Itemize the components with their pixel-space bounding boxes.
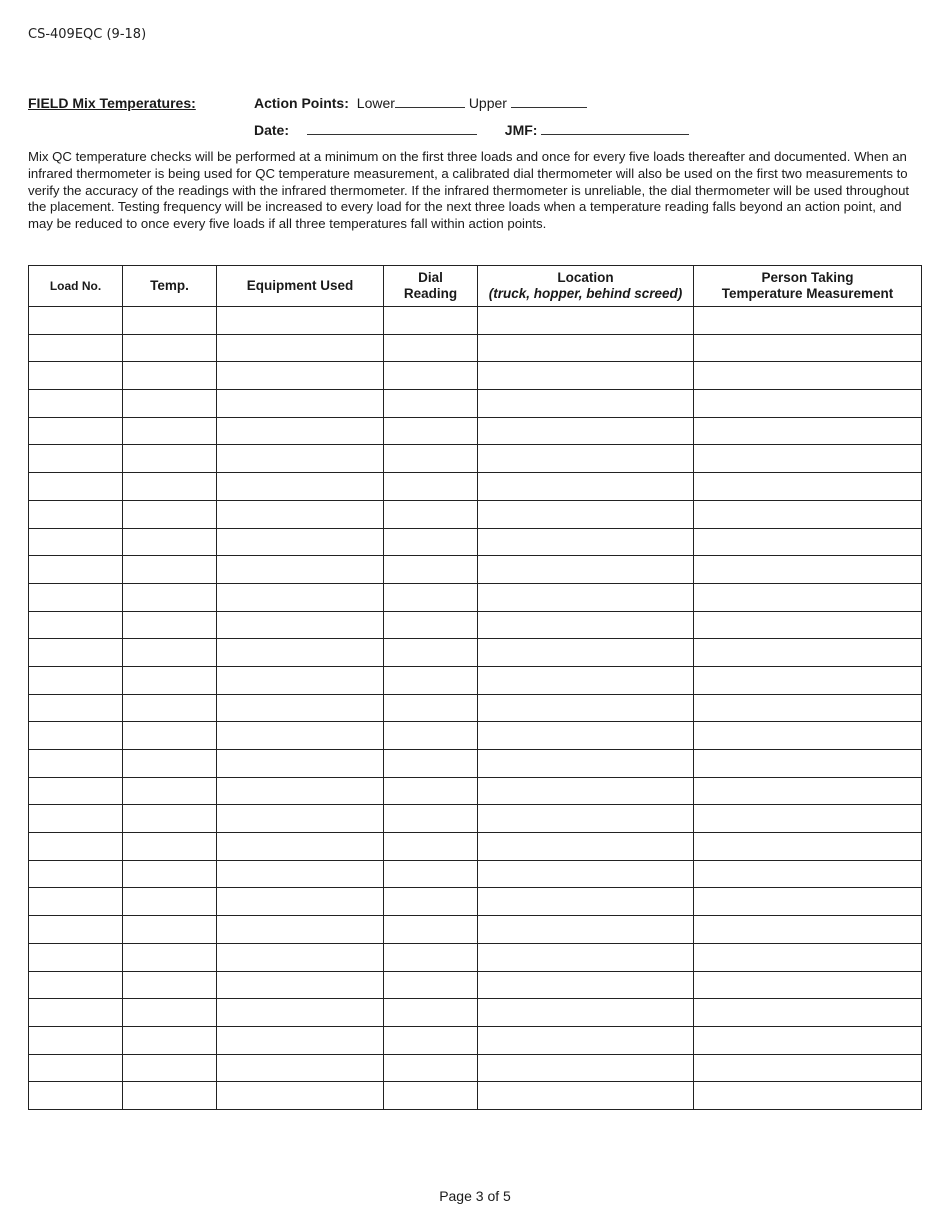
col-person-line2: Temperature Measurement (721, 286, 894, 301)
temp-cell[interactable] (123, 999, 217, 1027)
action-points-label: Action Points: (254, 95, 349, 111)
location-cell[interactable] (478, 722, 694, 750)
person-cell[interactable] (694, 611, 922, 639)
table-row (29, 528, 922, 556)
equipment-cell[interactable] (217, 1026, 384, 1054)
dial-reading-cell[interactable] (384, 417, 478, 445)
person-cell[interactable] (694, 1054, 922, 1082)
table-row (29, 334, 922, 362)
table-row (29, 833, 922, 861)
table-row (29, 417, 922, 445)
temp-cell[interactable] (123, 750, 217, 778)
dial-reading-cell[interactable] (384, 1054, 478, 1082)
temp-cell[interactable] (123, 888, 217, 916)
temp-cell[interactable] (123, 307, 217, 335)
load-no-cell[interactable] (29, 999, 123, 1027)
form-id: CS-409EQC (9-18) (28, 27, 147, 42)
temp-cell[interactable] (123, 500, 217, 528)
table-row (29, 473, 922, 501)
dial-reading-cell[interactable] (384, 666, 478, 694)
temp-cell[interactable] (123, 694, 217, 722)
dial-reading-cell[interactable] (384, 999, 478, 1027)
table-row (29, 777, 922, 805)
person-cell[interactable] (694, 777, 922, 805)
person-cell[interactable] (694, 583, 922, 611)
action-points-row (254, 95, 587, 111)
load-no-cell[interactable] (29, 971, 123, 999)
person-cell[interactable] (694, 390, 922, 418)
table-row (29, 971, 922, 999)
temp-cell[interactable] (123, 417, 217, 445)
person-cell[interactable] (694, 362, 922, 390)
col-person-line1: Person Taking (761, 270, 854, 285)
temp-cell[interactable] (123, 722, 217, 750)
lower-label: Lower (356, 95, 395, 111)
table-body (29, 307, 922, 1110)
table-header-row (29, 266, 922, 307)
load-no-cell[interactable] (29, 750, 123, 778)
col-location-line1: Location (557, 270, 614, 285)
location-cell[interactable] (478, 528, 694, 556)
location-cell[interactable] (478, 1082, 694, 1110)
location-cell[interactable] (478, 583, 694, 611)
temp-cell[interactable] (123, 777, 217, 805)
temp-cell[interactable] (123, 1026, 217, 1054)
dial-reading-cell[interactable] (384, 390, 478, 418)
equipment-cell[interactable] (217, 1054, 384, 1082)
load-no-cell[interactable] (29, 639, 123, 667)
person-cell[interactable] (694, 1082, 922, 1110)
load-no-cell[interactable] (29, 334, 123, 362)
table-row (29, 943, 922, 971)
table-row (29, 556, 922, 584)
temperature-log-table (28, 265, 922, 1110)
location-cell[interactable] (478, 307, 694, 335)
equipment-cell[interactable] (217, 307, 384, 335)
dial-reading-cell[interactable] (384, 971, 478, 999)
temp-cell[interactable] (123, 916, 217, 944)
person-cell[interactable] (694, 943, 922, 971)
col-location-line2: (truck, hopper, behind screed) (488, 286, 683, 301)
person-cell[interactable] (694, 722, 922, 750)
date-label: Date: (254, 122, 290, 138)
temp-cell[interactable] (123, 805, 217, 833)
temp-cell[interactable] (123, 528, 217, 556)
dial-reading-cell[interactable] (384, 307, 478, 335)
dial-reading-cell[interactable] (384, 750, 478, 778)
load-no-cell[interactable] (29, 500, 123, 528)
table-row (29, 307, 922, 335)
table-row (29, 722, 922, 750)
equipment-cell[interactable] (217, 694, 384, 722)
load-no-cell[interactable] (29, 473, 123, 501)
date-field[interactable] (307, 122, 477, 135)
location-cell[interactable] (478, 1054, 694, 1082)
load-no-cell[interactable] (29, 362, 123, 390)
person-cell[interactable] (694, 666, 922, 694)
equipment-cell[interactable] (217, 860, 384, 888)
section-title: FIELD Mix Temperatures: (28, 95, 196, 111)
person-cell[interactable] (694, 445, 922, 473)
person-cell[interactable] (694, 833, 922, 861)
temp-cell[interactable] (123, 334, 217, 362)
col-equipment-used: Equipment Used (217, 266, 384, 307)
location-cell[interactable] (478, 750, 694, 778)
dial-reading-cell[interactable] (384, 445, 478, 473)
table-row (29, 611, 922, 639)
equipment-cell[interactable] (217, 611, 384, 639)
table-row (29, 390, 922, 418)
temp-cell[interactable] (123, 1054, 217, 1082)
person-cell[interactable] (694, 528, 922, 556)
col-location (478, 266, 694, 307)
col-load-no: Load No. (29, 266, 123, 307)
equipment-cell[interactable] (217, 722, 384, 750)
upper-label: Upper (468, 95, 507, 111)
temp-cell[interactable] (123, 1082, 217, 1110)
col-dial-line2: Reading (403, 286, 458, 301)
person-cell[interactable] (694, 1026, 922, 1054)
location-cell[interactable] (478, 556, 694, 584)
temp-cell[interactable] (123, 833, 217, 861)
table-row (29, 694, 922, 722)
person-cell[interactable] (694, 971, 922, 999)
person-cell[interactable] (694, 417, 922, 445)
equipment-cell[interactable] (217, 473, 384, 501)
location-cell[interactable] (478, 943, 694, 971)
dial-reading-cell[interactable] (384, 1082, 478, 1110)
person-cell[interactable] (694, 500, 922, 528)
dial-reading-cell[interactable] (384, 916, 478, 944)
equipment-cell[interactable] (217, 916, 384, 944)
load-no-cell[interactable] (29, 307, 123, 335)
dial-reading-cell[interactable] (384, 334, 478, 362)
load-no-cell[interactable] (29, 943, 123, 971)
temp-cell[interactable] (123, 390, 217, 418)
table-row (29, 500, 922, 528)
jmf-label: JMF: (504, 122, 538, 138)
location-cell[interactable] (478, 334, 694, 362)
equipment-cell[interactable] (217, 971, 384, 999)
load-no-cell[interactable] (29, 1082, 123, 1110)
load-no-cell[interactable] (29, 390, 123, 418)
load-no-cell[interactable] (29, 417, 123, 445)
load-no-cell[interactable] (29, 611, 123, 639)
equipment-cell[interactable] (217, 639, 384, 667)
person-cell[interactable] (694, 556, 922, 584)
equipment-cell[interactable] (217, 417, 384, 445)
table-row (29, 999, 922, 1027)
load-no-cell[interactable] (29, 1026, 123, 1054)
person-cell[interactable] (694, 916, 922, 944)
table-row (29, 1082, 922, 1110)
load-no-cell[interactable] (29, 860, 123, 888)
temp-cell[interactable] (123, 943, 217, 971)
col-dial-line1: Dial (418, 270, 443, 285)
dial-reading-cell[interactable] (384, 500, 478, 528)
location-cell[interactable] (478, 473, 694, 501)
load-no-cell[interactable] (29, 445, 123, 473)
temp-cell[interactable] (123, 362, 217, 390)
location-cell[interactable] (478, 666, 694, 694)
location-cell[interactable] (478, 860, 694, 888)
lower-field[interactable] (395, 95, 465, 108)
load-no-cell[interactable] (29, 888, 123, 916)
col-person (694, 266, 922, 307)
temp-cell[interactable] (123, 666, 217, 694)
location-cell[interactable] (478, 805, 694, 833)
dial-reading-cell[interactable] (384, 362, 478, 390)
equipment-cell[interactable] (217, 556, 384, 584)
equipment-cell[interactable] (217, 777, 384, 805)
dial-reading-cell[interactable] (384, 777, 478, 805)
person-cell[interactable] (694, 639, 922, 667)
temp-cell[interactable] (123, 639, 217, 667)
temp-cell[interactable] (123, 860, 217, 888)
load-no-cell[interactable] (29, 916, 123, 944)
temp-cell[interactable] (123, 611, 217, 639)
table-row (29, 666, 922, 694)
equipment-cell[interactable] (217, 805, 384, 833)
load-no-cell[interactable] (29, 694, 123, 722)
person-cell[interactable] (694, 694, 922, 722)
equipment-cell[interactable] (217, 445, 384, 473)
person-cell[interactable] (694, 473, 922, 501)
temp-cell[interactable] (123, 445, 217, 473)
col-dial-reading (384, 266, 478, 307)
temp-cell[interactable] (123, 971, 217, 999)
person-cell[interactable] (694, 334, 922, 362)
instructions-paragraph: Mix QC temperature checks will be performed at a minimum on the first three loads and once for every five loads thereafter and documented. When an infrared thermometer is being used for QC temperature measurement, a calibrated dial thermometer will also be used on the first two measurements to verify the accuracy of the readings with the infrared thermometer. If the infrared thermometer is unreliable, the dial thermometer will be used throughout the placement. Testing frequency will be increased to every load for the next three loads when a temperature reading falls beyond an action point, and may be reduced to once every five loads if all three temperatures fall within action points. (28, 149, 910, 232)
location-cell[interactable] (478, 445, 694, 473)
page-number: Page 3 of 5 (439, 1188, 511, 1204)
location-cell[interactable] (478, 500, 694, 528)
dial-reading-cell[interactable] (384, 833, 478, 861)
equipment-cell[interactable] (217, 583, 384, 611)
location-cell[interactable] (478, 611, 694, 639)
person-cell[interactable] (694, 888, 922, 916)
location-cell[interactable] (478, 694, 694, 722)
person-cell[interactable] (694, 750, 922, 778)
person-cell[interactable] (694, 307, 922, 335)
dial-reading-cell[interactable] (384, 694, 478, 722)
equipment-cell[interactable] (217, 390, 384, 418)
load-no-cell[interactable] (29, 528, 123, 556)
col-temp: Temp. (123, 266, 217, 307)
load-no-cell[interactable] (29, 777, 123, 805)
table-row (29, 639, 922, 667)
equipment-cell[interactable] (217, 1082, 384, 1110)
location-cell[interactable] (478, 777, 694, 805)
load-no-cell[interactable] (29, 805, 123, 833)
date-row (254, 122, 689, 138)
equipment-cell[interactable] (217, 888, 384, 916)
location-cell[interactable] (478, 1026, 694, 1054)
temp-cell[interactable] (123, 583, 217, 611)
person-cell[interactable] (694, 999, 922, 1027)
table-row (29, 445, 922, 473)
location-cell[interactable] (478, 888, 694, 916)
location-cell[interactable] (478, 971, 694, 999)
table-row (29, 750, 922, 778)
table-row (29, 362, 922, 390)
dial-reading-cell[interactable] (384, 556, 478, 584)
load-no-cell[interactable] (29, 722, 123, 750)
location-cell[interactable] (478, 833, 694, 861)
equipment-cell[interactable] (217, 833, 384, 861)
equipment-cell[interactable] (217, 999, 384, 1027)
equipment-cell[interactable] (217, 943, 384, 971)
dial-reading-cell[interactable] (384, 473, 478, 501)
equipment-cell[interactable] (217, 528, 384, 556)
equipment-cell[interactable] (217, 750, 384, 778)
temp-cell[interactable] (123, 473, 217, 501)
equipment-cell[interactable] (217, 500, 384, 528)
person-cell[interactable] (694, 860, 922, 888)
dial-reading-cell[interactable] (384, 860, 478, 888)
jmf-field[interactable] (541, 122, 689, 135)
load-no-cell[interactable] (29, 583, 123, 611)
table-row (29, 888, 922, 916)
location-cell[interactable] (478, 639, 694, 667)
dial-reading-cell[interactable] (384, 583, 478, 611)
load-no-cell[interactable] (29, 1054, 123, 1082)
location-cell[interactable] (478, 999, 694, 1027)
table-row (29, 805, 922, 833)
upper-field[interactable] (511, 95, 587, 108)
dial-reading-cell[interactable] (384, 639, 478, 667)
location-cell[interactable] (478, 390, 694, 418)
location-cell[interactable] (478, 916, 694, 944)
dial-reading-cell[interactable] (384, 805, 478, 833)
equipment-cell[interactable] (217, 666, 384, 694)
table-row (29, 583, 922, 611)
temp-cell[interactable] (123, 556, 217, 584)
location-cell[interactable] (478, 417, 694, 445)
equipment-cell[interactable] (217, 334, 384, 362)
location-cell[interactable] (478, 362, 694, 390)
dial-reading-cell[interactable] (384, 888, 478, 916)
table-row (29, 916, 922, 944)
load-no-cell[interactable] (29, 666, 123, 694)
load-no-cell[interactable] (29, 833, 123, 861)
equipment-cell[interactable] (217, 362, 384, 390)
dial-reading-cell[interactable] (384, 722, 478, 750)
dial-reading-cell[interactable] (384, 611, 478, 639)
load-no-cell[interactable] (29, 556, 123, 584)
table-row (29, 1026, 922, 1054)
dial-reading-cell[interactable] (384, 1026, 478, 1054)
table-row (29, 860, 922, 888)
person-cell[interactable] (694, 805, 922, 833)
dial-reading-cell[interactable] (384, 943, 478, 971)
dial-reading-cell[interactable] (384, 528, 478, 556)
table-row (29, 1054, 922, 1082)
